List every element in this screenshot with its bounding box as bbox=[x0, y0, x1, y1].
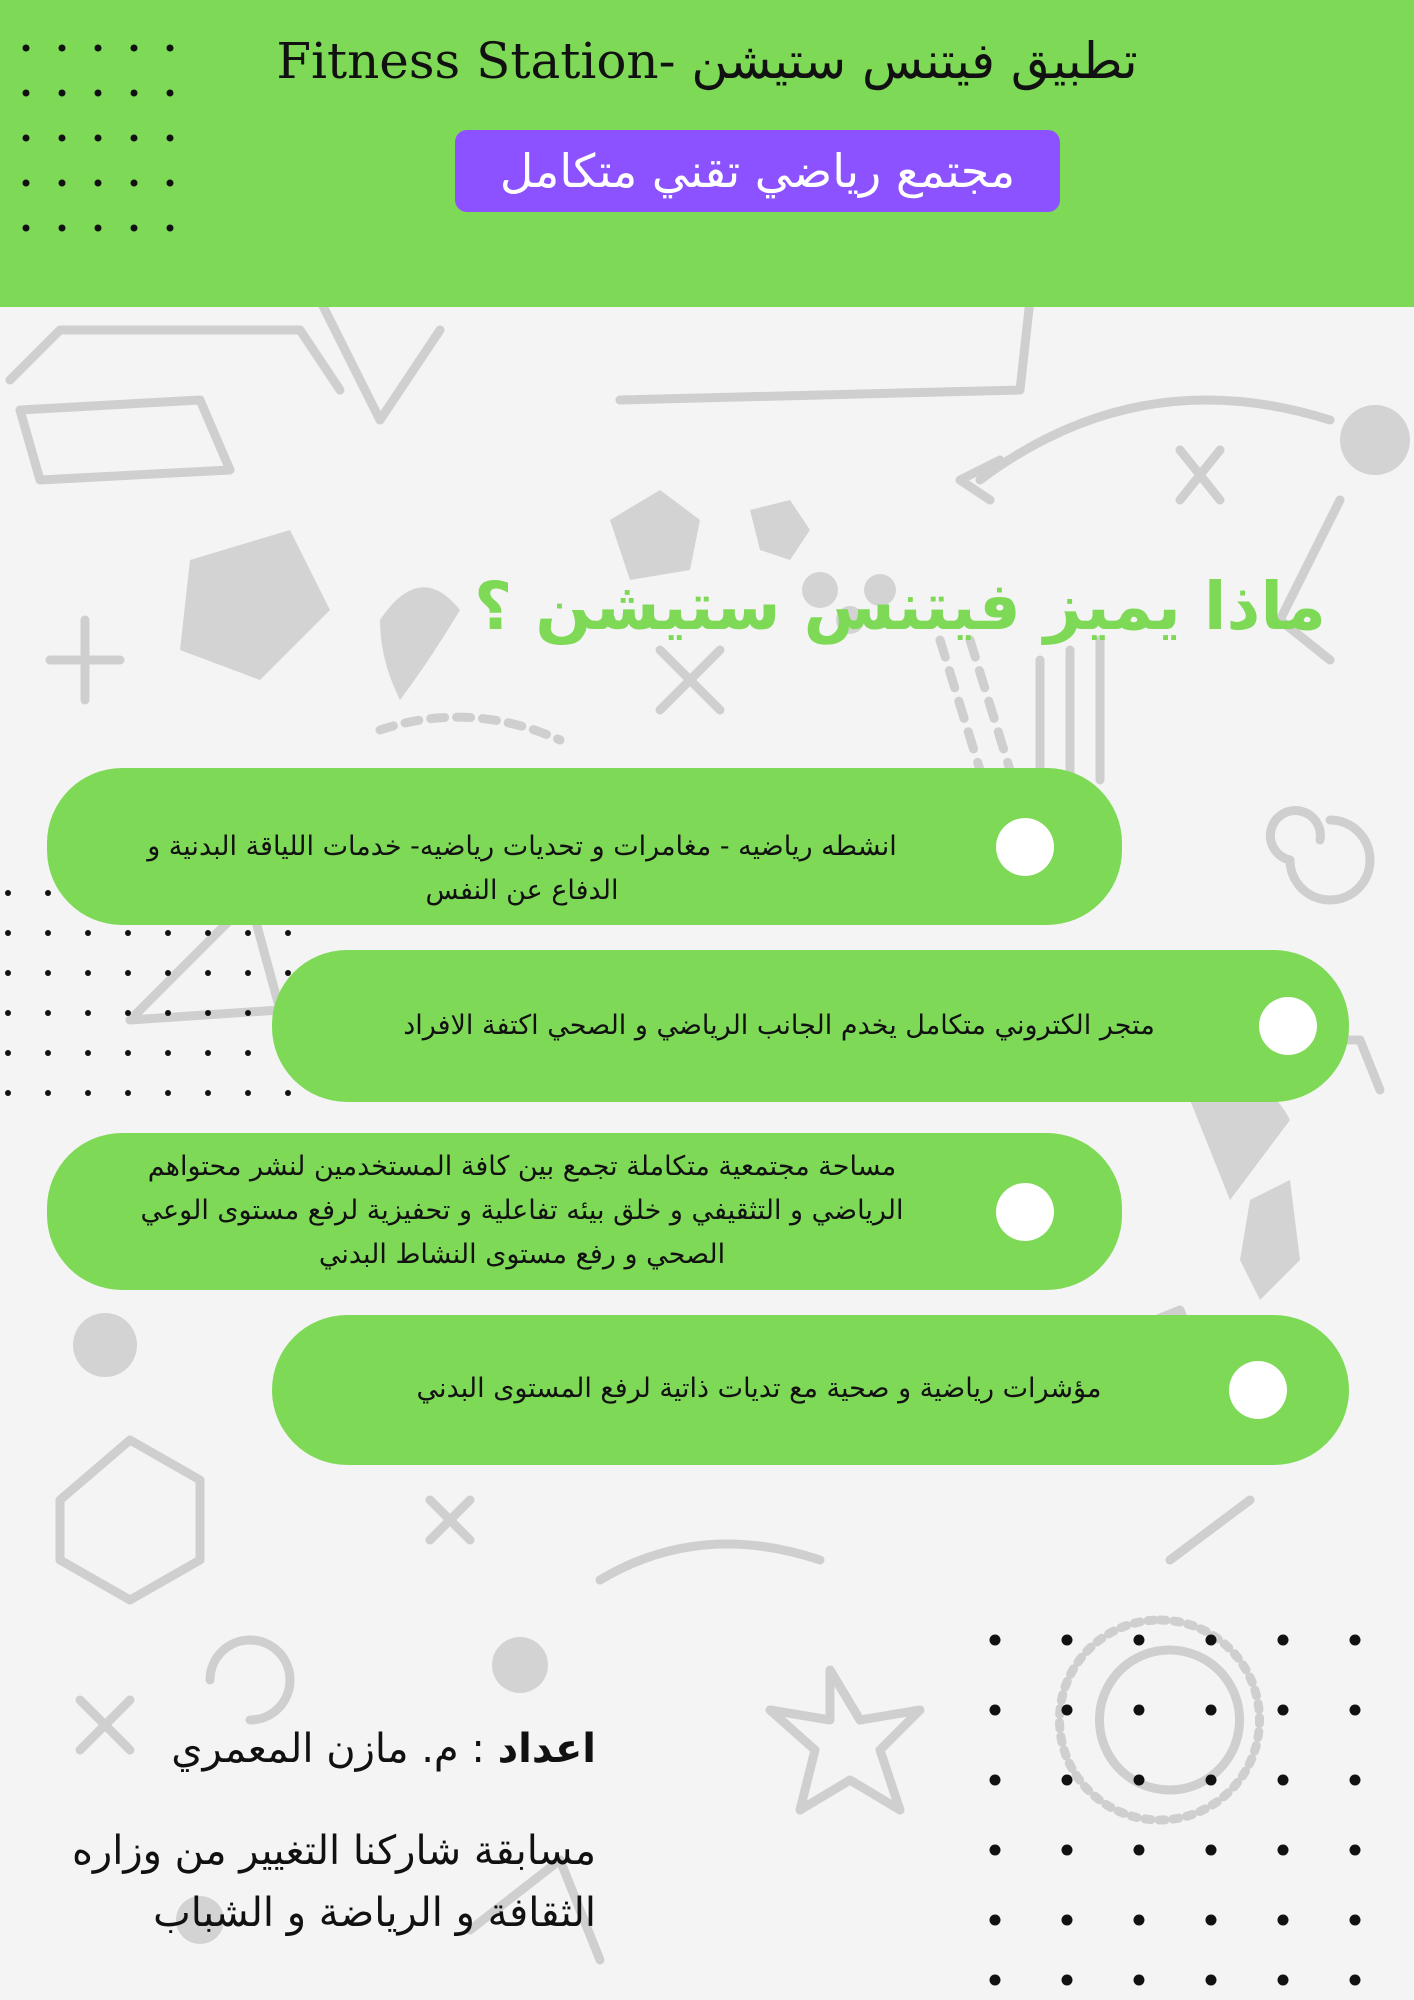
feature-card-activities bbox=[47, 768, 1122, 925]
competition-info bbox=[0, 1820, 596, 1944]
bullet-circle-icon bbox=[996, 818, 1054, 876]
feature-line: الدفاع عن النفس bbox=[425, 875, 619, 906]
feature-text bbox=[72, 825, 972, 913]
feature-text bbox=[314, 1004, 1244, 1048]
bullet-circle-icon bbox=[1229, 1361, 1287, 1419]
credit-label: اعداد bbox=[497, 1726, 596, 1772]
feature-card-store bbox=[272, 950, 1349, 1102]
feature-text bbox=[309, 1367, 1209, 1411]
bullet-circle-icon bbox=[996, 1183, 1054, 1241]
feature-line: انشطه رياضيه - مغامرات و تحديات رياضيه- خدمات اللياقة البدنية و bbox=[147, 831, 897, 862]
competition-line: مسابقة شاركنا التغيير من وزاره bbox=[71, 1828, 596, 1874]
credit-name: : م. مازن المعمري bbox=[171, 1726, 498, 1772]
feature-line: مؤشرات رياضية و صحية مع تديات ذاتية لرفع المستوى البدني bbox=[416, 1373, 1102, 1404]
feature-text bbox=[72, 1145, 972, 1277]
bullet-circle-icon bbox=[1259, 997, 1317, 1055]
bottom-right-dot-pattern bbox=[985, 1630, 1385, 1990]
section-heading: ماذا يميز فيتنس ستيشن ؟ bbox=[473, 568, 1326, 645]
credit-line bbox=[171, 1726, 596, 1772]
feature-line: الصحي و رفع مستوى النشاط البدني bbox=[318, 1239, 726, 1270]
subtitle-badge: مجتمع رياضي تقني متكامل bbox=[455, 130, 1060, 212]
feature-line: متجر الكتروني متكامل يخدم الجانب الرياضي و الصحي اكتفة الافراد bbox=[403, 1010, 1155, 1041]
feature-card-indicators bbox=[272, 1315, 1349, 1465]
feature-card-community bbox=[47, 1133, 1122, 1290]
feature-line: الرياضي و التثقيفي و خلق بيئه تفاعلية و تحفيزية لرفع مستوى الوعي bbox=[140, 1195, 904, 1226]
competition-line: الثقافة و الرياضة و الشباب bbox=[153, 1890, 596, 1936]
app-title: تطبيق فيتنس ستيشن -Fitness Station bbox=[276, 32, 1138, 90]
feature-line: مساحة مجتمعية متكاملة تجمع بين كافة المستخدمين لنشر محتواهم bbox=[147, 1151, 897, 1182]
